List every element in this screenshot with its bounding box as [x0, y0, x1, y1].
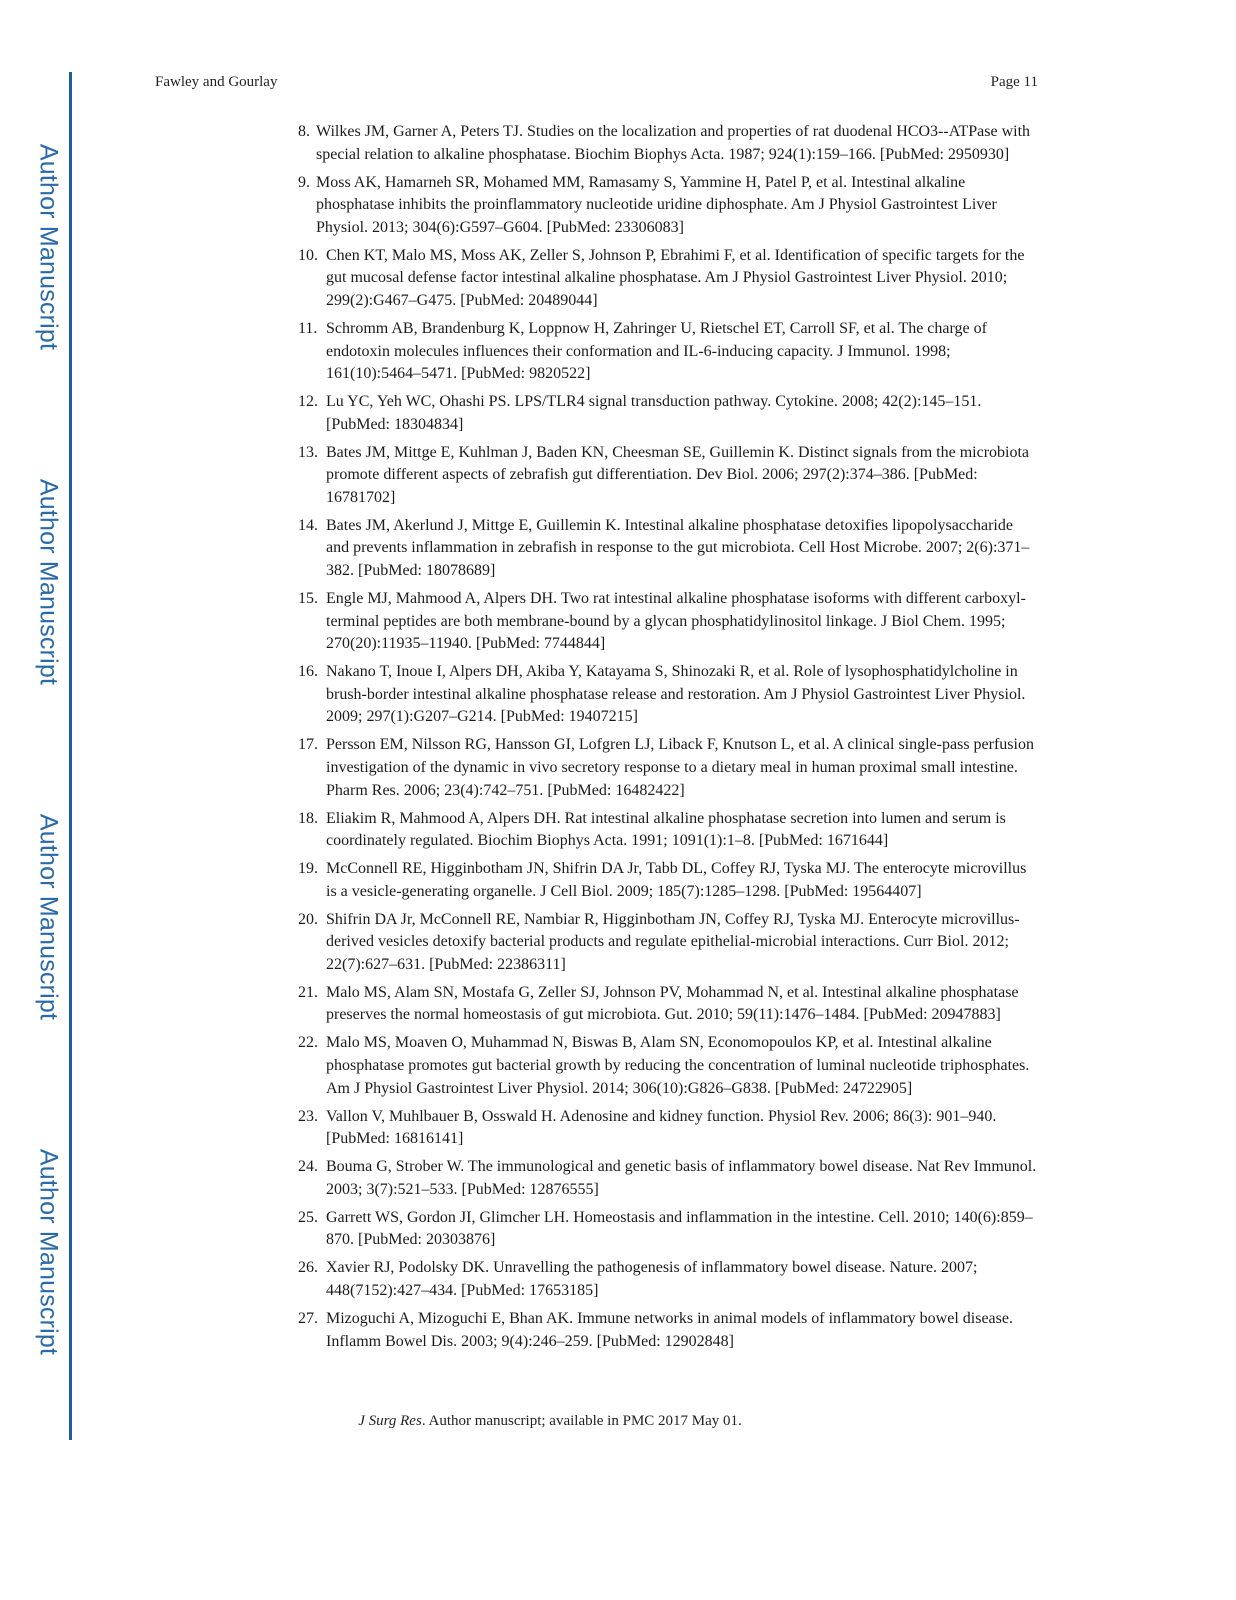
reference-text: Chen KT, Malo MS, Moss AK, Zeller S, Johnson P, Ebrahimi F, et al. Identification of specific targets for the gut mucosal defense factor intestinal alkaline phosphatase. Am J Physiol Gastrointest Liver Physiol. 2010; 299(2):G467–G475. [PubMed: 20489044] [326, 246, 1025, 309]
reference-text: Mizoguchi A, Mizoguchi E, Bhan AK. Immune networks in animal models of inflammatory bowel disease. Inflamm Bowel Dis. 2003; 9(4):246–259. [PubMed: 12902848] [326, 1309, 1013, 1350]
reference-number: 9. [298, 173, 310, 191]
footer-text: . Author manuscript; available in PMC 2017 May 01. [421, 1413, 742, 1429]
reference-text: Malo MS, Alam SN, Mostafa G, Zeller SJ, Johnson PV, Mohammad N, et al. Intestinal alkaline phosphatase preserves the normal homeostasis of gut microbiota. Gut. 2010; 59(11):1476–1484. [PubMed: 20947883] [326, 983, 1019, 1024]
reference-number: 17. [298, 736, 318, 754]
reference-number: 20. [298, 910, 318, 928]
reference-number: 24. [298, 1158, 318, 1176]
page-number: Page 11 [990, 74, 1038, 90]
reference-number: 25. [298, 1208, 318, 1226]
reference-number: 14. [298, 516, 318, 534]
reference-text: Vallon V, Muhlbauer B, Osswald H. Adenosine and kidney function. Physiol Rev. 2006; 86(3): 901–940. [PubMed: 16816141] [326, 1107, 997, 1148]
reference-text: Engle MJ, Mahmood A, Alpers DH. Two rat intestinal alkaline phosphatase isoforms with different carboxyl-terminal peptides are both membrane-bound by a glycan phosphatidylinositol linkage. J Biol Chem. 1995; 270(20):11935–11940. [PubMed: 7744844] [326, 590, 1026, 653]
reference-item [298, 858, 1040, 903]
reference-number: 27. [298, 1309, 318, 1327]
reference-item [298, 442, 1040, 510]
reference-text: Eliakim R, Mahmood A, Alpers DH. Rat intestinal alkaline phosphatase secretion into lumen and serum is coordinately regulated. Biochim Biophys Acta. 1991; 1091(1):1–8. [PubMed: 1671644] [326, 809, 1006, 850]
reference-number: 11. [298, 319, 318, 337]
reference-text: McConnell RE, Higginbotham JN, Shifrin DA Jr, Tabb DL, Coffey RJ, Tyska MJ. The enterocyte microvillus is a vesicle-generating organelle. J Cell Biol. 2009; 185(7):1285–1298. [PubMed: 19564407] [326, 860, 1027, 900]
reference-item [298, 909, 1040, 977]
reference-item [298, 588, 1040, 656]
reference-item [298, 982, 1040, 1027]
reference-item [298, 1207, 1040, 1252]
reference-item [298, 172, 1040, 240]
footer-citation [0, 1413, 1100, 1430]
reference-item [298, 661, 1040, 729]
reference-item [298, 391, 1040, 436]
footer-journal: J Surg Res [358, 1413, 422, 1429]
reference-item [298, 1106, 1040, 1151]
reference-text: Bates JM, Mittge E, Kuhlman J, Baden KN, Cheesman SE, Guillemin K. Distinct signals from the microbiota promote different aspects of zebrafish gut differentiation. Dev Biol. 2006; 297(2):374–386. [PubMed: 16781702] [326, 443, 1030, 506]
reference-number: 10. [298, 246, 318, 264]
reference-text: Bouma G, Strober W. The immunological and genetic basis of inflammatory bowel disease. Nat Rev Immunol. 2003; 3(7):521–533. [PubMed: 12876555] [326, 1158, 1037, 1198]
reference-text: Malo MS, Moaven O, Muhammad N, Biswas B, Alam SN, Economopoulos KP, et al. Intestinal alkaline phosphatase promotes gut bacterial growth by reducing the concentration of luminal nucleotide triphosphates. Am J Physiol Gastrointest Liver Physiol. 2014; 306(10):G826–G838. [PubMed: 24722905] [326, 1034, 1030, 1097]
reference-number: 16. [298, 663, 318, 681]
reference-text: Lu YC, Yeh WC, Ohashi PS. LPS/TLR4 signal transduction pathway. Cytokine. 2008; 42(2):145–151. [PubMed: 18304834] [326, 393, 982, 433]
reference-number: 22. [298, 1034, 318, 1052]
reference-item [298, 734, 1040, 802]
reference-number: 13. [298, 443, 318, 461]
reference-number: 19. [298, 860, 318, 878]
reference-number: 23. [298, 1107, 318, 1125]
reference-number: 15. [298, 590, 318, 608]
reference-number: 21. [298, 983, 318, 1001]
reference-text: Wilkes JM, Garner A, Peters TJ. Studies on the localization and properties of rat duodenal HCO3--ATPase with special relation to alkaline phosphatase. Biochim Biophys Acta. 1987; 924(1):159–166. [PubMed: 2950930] [316, 123, 1031, 163]
running-head-authors: Fawley and Gourlay [155, 74, 278, 90]
reference-text: Shifrin DA Jr, McConnell RE, Nambiar R, Higginbotham JN, Coffey RJ, Tyska MJ. Enterocyte microvillus-derived vesicles detoxify bacterial products and regulate epithelial-microbial interactions. Curr Biol. 2012; 22(7):627–631. [PubMed: 22386311] [326, 910, 1020, 973]
sidebar-rule [69, 72, 72, 1440]
reference-item [298, 808, 1040, 853]
reference-text: Persson EM, Nilsson RG, Hansson GI, Lofgren LJ, Liback F, Knutson L, et al. A clinical single-pass perfusion investigation of the dynamic in vivo secretory response to a dietary meal in human proximal small intestine. Pharm Res. 2006; 23(4):742–751. [PubMed: 16482422] [326, 736, 1034, 799]
reference-list [298, 121, 1040, 1359]
reference-item [298, 1257, 1040, 1302]
reference-item [298, 245, 1040, 313]
reference-text: Xavier RJ, Podolsky DK. Unravelling the pathogenesis of inflammatory bowel disease. Nature. 2007; 448(7152):427–434. [PubMed: 17653185] [326, 1259, 978, 1299]
reference-number: 26. [298, 1259, 318, 1277]
reference-text: Schromm AB, Brandenburg K, Loppnow H, Zahringer U, Rietschel ET, Carroll SF, et al. The charge of endotoxin molecules influences their conformation and IL-6-inducing capacity. J Immunol. 1998; 161(10):5464–5471. [PubMed: 9820522] [326, 319, 987, 383]
reference-text: Moss AK, Hamarneh SR, Mohamed MM, Ramasamy S, Yammine H, Patel P, et al. Intestinal alkaline phosphatase inhibits the proinflammatory nucleotide uridine diphosphate. Am J Physiol Gastrointest Liver Physiol. 2013; 304(6):G597–G604. [PubMed: 23306083] [316, 173, 997, 236]
reference-item [298, 1308, 1040, 1353]
reference-text: Garrett WS, Gordon JI, Glimcher LH. Homeostasis and inflammation in the intestine. Cell. 2010; 140(6):859–870. [PubMed: 20303876] [326, 1208, 1033, 1249]
reference-number: 8. [298, 123, 310, 140]
reference-text: Bates JM, Akerlund J, Mittge E, Guillemin K. Intestinal alkaline phosphatase detoxifies lipopolysaccharide and prevents inflammation in zebrafish in response to the gut microbiota. Cell Host Microbe. 2007; 2(6):371–382. [PubMed: 18078689] [326, 516, 1030, 580]
reference-item [298, 121, 1040, 166]
reference-item [298, 1156, 1040, 1201]
reference-item [298, 515, 1040, 583]
reference-number: 12. [298, 393, 318, 411]
reference-item [298, 1032, 1040, 1100]
reference-item [298, 318, 1040, 386]
reference-text: Nakano T, Inoue I, Alpers DH, Akiba Y, Katayama S, Shinozaki R, et al. Role of lysophosphatidylcholine in brush-border intestinal alkaline phosphatase release and restoration. Am J Physiol Gastrointest Liver Physiol. 2009; 297(1):G207–G214. [PubMed: 19407215] [326, 663, 1026, 726]
reference-number: 18. [298, 809, 318, 827]
